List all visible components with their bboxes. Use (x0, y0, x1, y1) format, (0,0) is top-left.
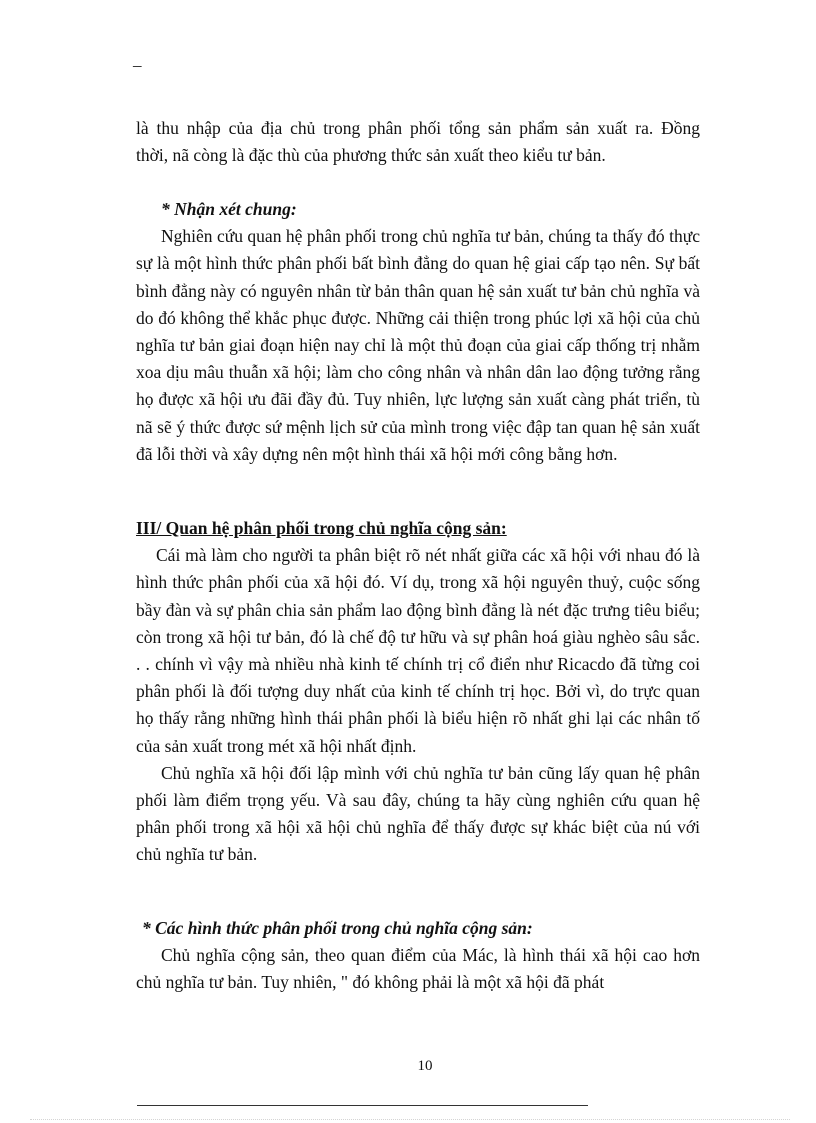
footer-rule (137, 1105, 588, 1106)
section-three-paragraph-1: Cái mà làm cho người ta phân biệt rõ nét nhất giữa các xã hội với nhau đó là hình thức phân phối của xã hội đó. Ví dụ, trong xã hội nguyên thuỷ, cuộc sống bầy đàn và sự phân chia sản phẩm lao động bình đẳng là nét đặc trưng tiêu biểu; còn trong xã hội tư bản, đó là chế độ tư hữu và sự phân hoá giàu nghèo sâu sắc. . . chính vì vậy mà nhiều nhà kinh tế chính trị cổ điển như Ricacdo đã từng coi phân phối là đối tượng duy nhất của kinh tế chính trị học. Bởi vì, do trực quan họ thấy rằng những hình thái phân phối là biểu hiện rõ nhất ghi lại các nhân tố của sản xuất trong mét xã hội nhất định. (136, 545, 700, 756)
footer-dotted-line (30, 1119, 790, 1120)
header-mark: _ (133, 50, 142, 69)
intro-line-2: thời, nã còng là đặc thù của phương thức sản xuất theo kiểu tư bản. (136, 145, 606, 166)
section-three-heading: III/ Quan hệ phân phối trong chủ nghĩa cộng sản: (136, 518, 507, 538)
section-three-paragraph-2: Chủ nghĩa xã hội đối lập mình với chủ nghĩa tư bản cũng lấy quan hệ phân phối làm điểm trọng yếu. Và sau đây, chúng ta hãy cùng nghiên cứu quan hệ phân phối trong xã hội xã hội chủ nghĩa để thấy được sự khác biệt của nú với chủ nghĩa tư bản. (136, 762, 700, 865)
intro-block (136, 115, 700, 169)
section-three (136, 515, 700, 869)
forms-section (136, 915, 700, 997)
comment-section (136, 196, 700, 468)
intro-line-1: là thu nhập của địa chủ trong phân phối tổng sản phẩm sản xuất ra. Đồng (136, 118, 700, 138)
comment-paragraph: Nghiên cứu quan hệ phân phối trong chủ nghĩa tư bản, chúng ta thấy đó thực sự là một hình thức phân phối bất bình đẳng do quan hệ giai cấp tạo nên. Sự bất bình đẳng này có nguyên nhân từ bản thân quan hệ sản xuất tư bản chủ nghĩa và do đó không thể khắc phục được. Những cải thiện trong phúc lợi xã hội của chủ nghĩa tư bản giai đoạn hiện nay chỉ là một thủ đoạn của giai cấp thống trị nhằm xoa dịu mâu thuẫn xã hội; làm cho công nhân và nhân dân lao động tưởng rằng họ được xã hội ưu đãi đầy đủ. Tuy nhiên, lực lượng sản xuất càng phát triển, tù nã sẽ ý thức được sứ mệnh lịch sử của mình trong việc đập tan quan hệ sản xuất đã lỗi thời và xây dựng nên một hình thái xã hội mới công bằng hơn. (136, 226, 700, 464)
page-number: 10 (417, 1058, 433, 1074)
forms-paragraph: Chủ nghĩa cộng sản, theo quan điểm của Mác, là hình thái xã hội cao hơn chủ nghĩa tư bản. Tuy nhiên, " đó không phải là một xã hội đã phát (136, 945, 700, 993)
comment-heading: * Nhận xét chung: (161, 199, 297, 219)
forms-heading: * Các hình thức phân phối trong chủ nghĩa cộng sản: (142, 918, 533, 938)
